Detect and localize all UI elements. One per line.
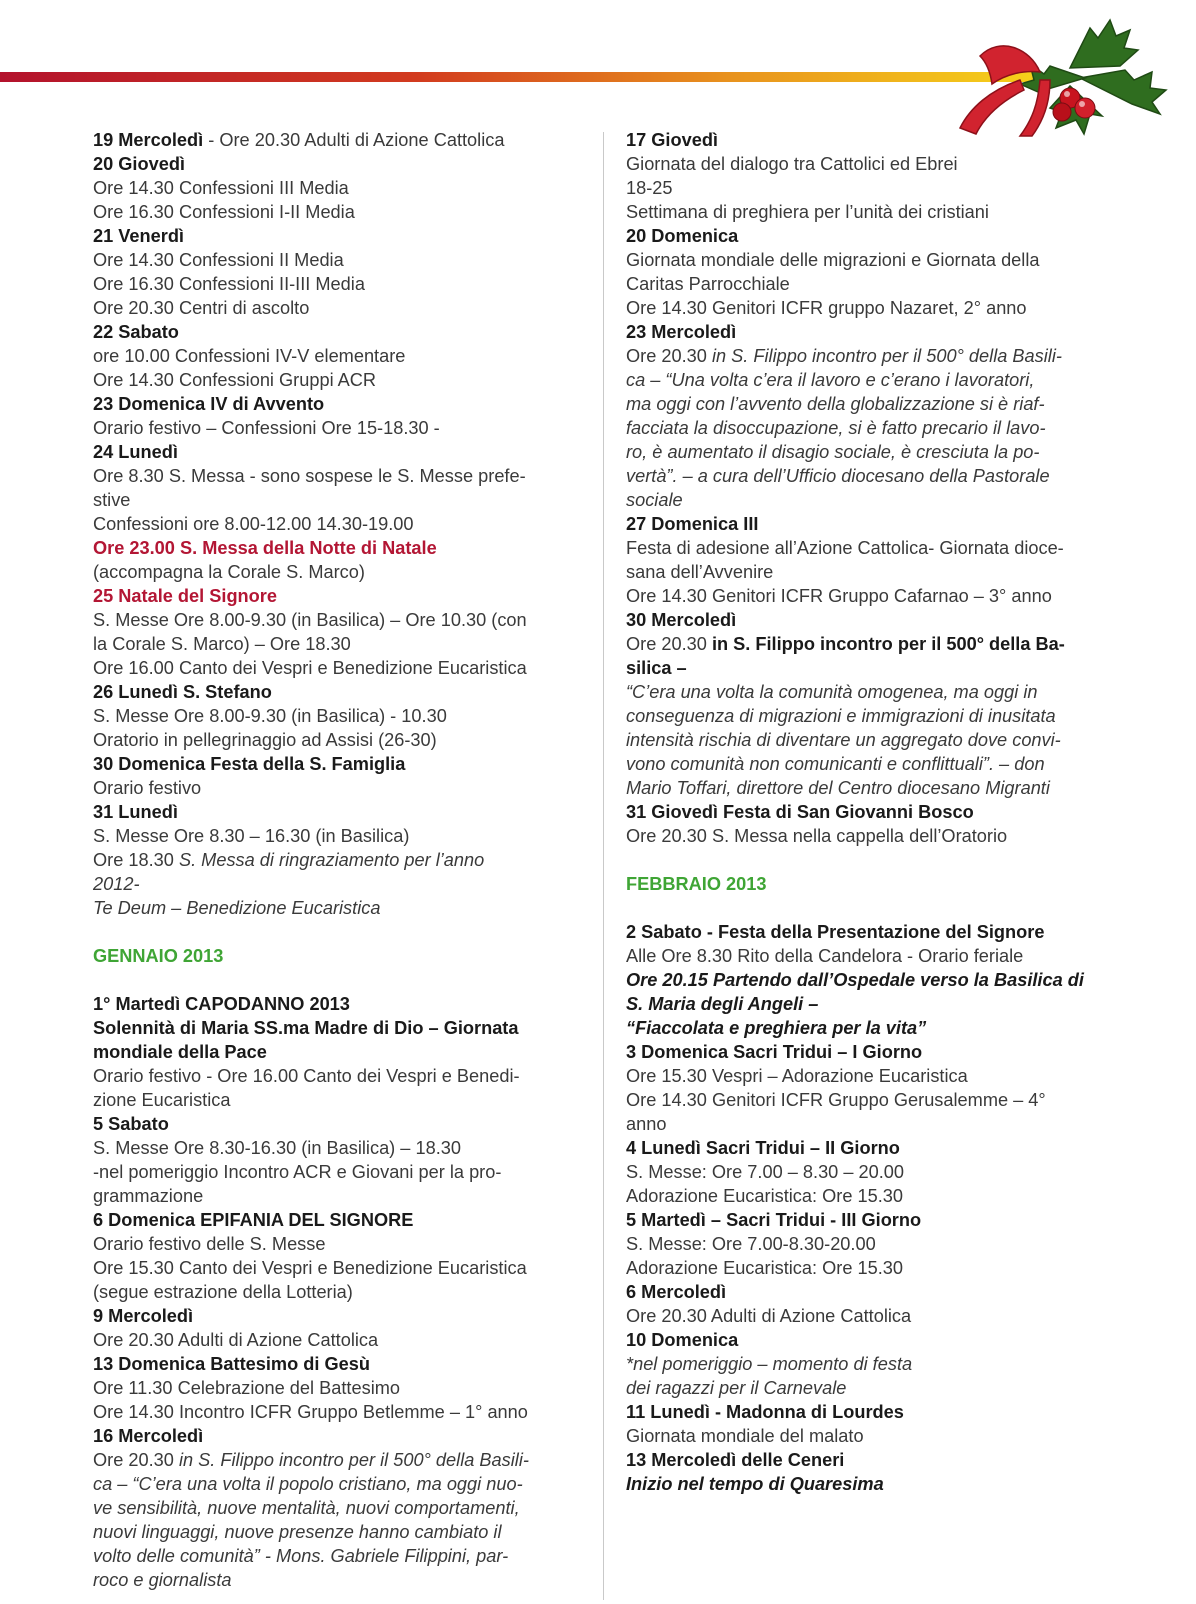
line-text: Ore 11.30 Celebrazione del Battesimo: [93, 1378, 401, 1398]
text-line: [626, 776, 1116, 800]
event-heading: [626, 128, 1116, 152]
text-line: [626, 968, 1116, 992]
decorative-top-bar: [0, 72, 1040, 82]
line-text: 26 Lunedì S. Stefano: [93, 682, 272, 702]
text-line: [93, 1064, 583, 1088]
line-text: Giornata mondiale delle migrazioni e Giornata della: [626, 250, 1040, 270]
event-heading: [626, 224, 1116, 248]
event-heading: [626, 1040, 1116, 1064]
line-text: vono comunità non comunicanti e conflittuali”. – don: [626, 754, 1045, 774]
event-heading: [93, 1040, 583, 1064]
event-heading: [93, 224, 583, 248]
line-text: ore 10.00 Confessioni IV-V elementare: [93, 346, 406, 366]
event-heading: [626, 800, 1116, 824]
event-heading: [626, 656, 1116, 680]
text-line: [93, 1232, 583, 1256]
line-text: Ore 16.30 Confessioni I-II Media: [93, 202, 355, 222]
line-text: S. Messe Ore 8.30 – 16.30 (in Basilica): [93, 826, 410, 846]
text-line: [93, 1160, 583, 1184]
event-heading: [93, 536, 583, 560]
text-line: [626, 1064, 1116, 1088]
line-text: Ore 14.30 Confessioni III Media: [93, 178, 349, 198]
line-text: S. Messe Ore 8.00-9.30 (in Basilica) - 10.30: [93, 706, 447, 726]
line-text: Orario festivo: [93, 778, 202, 798]
line-text: Ore 20.30: [93, 1450, 174, 1470]
line-text: Ore 14.30 Genitori ICFR gruppo Nazaret, 2° anno: [626, 298, 1027, 318]
line-text: Te Deum – Benedizione Eucaristica: [93, 898, 381, 918]
text-line: [626, 368, 1116, 392]
event-heading: [93, 128, 583, 152]
line-text: 9 Mercoledì: [93, 1306, 194, 1326]
line-text-continued: S. Messa di ringraziamento per l’anno: [173, 850, 485, 870]
text-line: [626, 1424, 1116, 1448]
line-text: 1° Martedì CAPODANNO 2013: [93, 994, 350, 1014]
event-heading: [93, 680, 583, 704]
text-line: [93, 1520, 583, 1544]
text-line: [626, 1256, 1116, 1280]
line-text: ma oggi con l’avvento della globalizzazione si è riaf-: [626, 394, 1045, 414]
text-line: [626, 1304, 1116, 1328]
line-text: Giornata del dialogo tra Cattolici ed Ebrei: [626, 154, 958, 174]
line-text: ca – “C’era una volta il popolo cristiano, ma oggi nuo-: [93, 1474, 523, 1494]
text-line: [626, 536, 1116, 560]
line-text: 27 Domenica III: [626, 514, 759, 534]
text-line: [93, 1568, 583, 1592]
line-text: *nel pomeriggio – momento di festa: [626, 1354, 913, 1374]
line-text: intensità rischia di diventare un aggregato dove convi-: [626, 730, 1061, 750]
line-text: (segue estrazione della Lotteria): [93, 1282, 353, 1302]
line-text: Oratorio in pellegrinaggio ad Assisi (26-30): [93, 730, 437, 750]
line-text: Festa di adesione all’Azione Cattolica- Giornata dioce-: [626, 538, 1064, 558]
line-text: 23 Mercoledì: [626, 322, 737, 342]
event-heading: [93, 1304, 583, 1328]
line-text: Confessioni ore 8.00-12.00 14.30-19.00: [93, 514, 414, 534]
event-heading: [93, 320, 583, 344]
line-text: 4 Lunedì Sacri Tridui – II Giorno: [626, 1138, 900, 1158]
line-text: anno: [626, 1114, 667, 1134]
line-text: 20 Giovedì: [93, 154, 185, 174]
event-heading: [626, 1280, 1116, 1304]
event-heading: [626, 320, 1116, 344]
line-text: mondiale della Pace: [93, 1042, 267, 1062]
line-text: 18-25: [626, 178, 673, 198]
event-heading: [626, 1136, 1116, 1160]
text-line: [626, 416, 1116, 440]
text-line: [626, 272, 1116, 296]
line-text: 31 Lunedì: [93, 802, 178, 822]
line-text: 2012-: [93, 874, 140, 894]
event-heading: [626, 1208, 1116, 1232]
text-line: [93, 1448, 583, 1472]
line-text: 23 Domenica IV di Avvento: [93, 394, 325, 414]
line-text: Ore 14.30 Confessioni II Media: [93, 250, 344, 270]
right-column: [626, 128, 1116, 1496]
text-line: [93, 416, 583, 440]
text-line: [93, 248, 583, 272]
line-text: S. Messe Ore 8.30-16.30 (in Basilica) – 18.30: [93, 1138, 461, 1158]
event-heading: [93, 584, 583, 608]
text-line: [93, 488, 583, 512]
text-line: [626, 1376, 1116, 1400]
event-heading: [626, 1448, 1116, 1472]
line-text: Caritas Parrocchiale: [626, 274, 790, 294]
line-text: Ore 20.30 Centri di ascolto: [93, 298, 310, 318]
spacer: [93, 968, 583, 992]
text-line: [626, 944, 1116, 968]
event-heading: [93, 1208, 583, 1232]
line-text: stive: [93, 490, 131, 510]
line-text: Ore 8.30 S. Messa - sono sospese le S. Messe prefe-: [93, 466, 526, 486]
line-text: Ore 20.30: [626, 346, 707, 366]
text-line: [626, 1088, 1116, 1112]
line-text: Ore 16.00 Canto dei Vespri e Benedizione Eucaristica: [93, 658, 527, 678]
line-text: dei ragazzi per il Carnevale: [626, 1378, 847, 1398]
text-line: [626, 632, 1116, 656]
line-text: Ore 20.30 S. Messa nella cappella dell’Oratorio: [626, 826, 1008, 846]
line-text: Ore 14.30 Genitori ICFR Gruppo Cafarnao – 3° anno: [626, 586, 1052, 606]
column-divider: [603, 132, 604, 1600]
event-heading: [93, 1352, 583, 1376]
text-line: [93, 200, 583, 224]
text-line: [626, 992, 1116, 1016]
line-text: S. Maria degli Angeli –: [626, 994, 819, 1014]
line-text: roco e giornalista: [93, 1570, 232, 1590]
text-line: [626, 1112, 1116, 1136]
text-line: [626, 1016, 1116, 1040]
event-heading: [93, 992, 583, 1016]
line-text: Giornata mondiale del malato: [626, 1426, 864, 1446]
month-heading: [93, 944, 583, 968]
text-line: [626, 344, 1116, 368]
text-line: [93, 728, 583, 752]
text-line: [93, 872, 583, 896]
line-text: ro, è aumentato il disagio sociale, è cresciuta la po-: [626, 442, 1040, 462]
text-line: [93, 896, 583, 920]
line-text: 31 Giovedì Festa di San Giovanni Bosco: [626, 802, 974, 822]
line-text: Adorazione Eucaristica: Ore 15.30: [626, 1186, 904, 1206]
text-line: [93, 344, 583, 368]
text-line: [626, 296, 1116, 320]
line-text: “C’era una volta la comunità omogenea, ma oggi in: [626, 682, 1038, 702]
text-line: [93, 1472, 583, 1496]
text-line: [626, 1232, 1116, 1256]
text-line: [626, 584, 1116, 608]
line-text: nuovi linguaggi, nuove presenze hanno cambiato il: [93, 1522, 502, 1542]
event-heading: [626, 1400, 1116, 1424]
line-text: Ore 23.00 S. Messa della Notte di Natale: [93, 538, 437, 558]
text-line: [626, 152, 1116, 176]
text-line: [626, 824, 1116, 848]
line-text: 17 Giovedì: [626, 130, 718, 150]
line-text: FEBBRAIO 2013: [626, 874, 767, 894]
text-line: [626, 200, 1116, 224]
event-heading: [93, 392, 583, 416]
event-heading: [93, 152, 583, 176]
text-line: [93, 1088, 583, 1112]
line-text: 20 Domenica: [626, 226, 739, 246]
line-text: Ore 14.30 Confessioni Gruppi ACR: [93, 370, 377, 390]
line-text: silica –: [626, 658, 687, 678]
line-text: Solennità di Maria SS.ma Madre di Dio – Giornata: [93, 1018, 519, 1038]
text-line: [93, 560, 583, 584]
text-line: [626, 248, 1116, 272]
line-text: 10 Domenica: [626, 1330, 739, 1350]
line-text-continued: - Ore 20.30 Adulti di Azione Cattolica: [203, 130, 505, 150]
text-line: [626, 176, 1116, 200]
line-text-continued: in S. Filippo incontro per il 500° della Basili-: [173, 1450, 529, 1470]
text-line: [93, 1544, 583, 1568]
event-heading: [626, 920, 1116, 944]
event-heading: [93, 1016, 583, 1040]
line-text: (accompagna la Corale S. Marco): [93, 562, 365, 582]
text-line: [93, 296, 583, 320]
line-text: ve sensibilità, nuove mentalità, nuovi comportamenti,: [93, 1498, 520, 1518]
text-line: [626, 1160, 1116, 1184]
event-heading: [626, 608, 1116, 632]
line-text: 6 Domenica EPIFANIA DEL SIGNORE: [93, 1210, 414, 1230]
left-column: [93, 128, 583, 1592]
line-text: Ore 14.30 Incontro ICFR Gruppo Betlemme – 1° anno: [93, 1402, 528, 1422]
spacer: [626, 896, 1116, 920]
text-line: [626, 560, 1116, 584]
text-line: [93, 776, 583, 800]
text-line: [93, 272, 583, 296]
text-line: [626, 1352, 1116, 1376]
text-line: [93, 632, 583, 656]
line-text: S. Messe: Ore 7.00-8.30-20.00: [626, 1234, 876, 1254]
text-line: [93, 1496, 583, 1520]
text-line: [626, 392, 1116, 416]
text-line: [93, 1400, 583, 1424]
text-line: [626, 752, 1116, 776]
text-line: [626, 704, 1116, 728]
text-line: [93, 176, 583, 200]
line-text: 30 Domenica Festa della S. Famiglia: [93, 754, 406, 774]
event-heading: [626, 1328, 1116, 1352]
line-text: Ore 20.30 Adulti di Azione Cattolica: [93, 1330, 379, 1350]
line-text: Ore 20.30: [626, 634, 707, 654]
line-text: 3 Domenica Sacri Tridui – I Giorno: [626, 1042, 923, 1062]
text-line: [93, 1376, 583, 1400]
line-text: 21 Venerdì: [93, 226, 184, 246]
line-text: “Fiaccolata e preghiera per la vita”: [626, 1018, 927, 1038]
text-line: [93, 1280, 583, 1304]
line-text: GENNAIO 2013: [93, 946, 224, 966]
text-line: [93, 608, 583, 632]
line-text: -nel pomeriggio Incontro ACR e Giovani per la pro-: [93, 1162, 502, 1182]
line-text: zione Eucaristica: [93, 1090, 231, 1110]
line-text-continued: in S. Filippo incontro per il 500° della Basili-: [706, 346, 1062, 366]
holly-ribbon-icon: [920, 8, 1186, 138]
line-text: Orario festivo - Ore 16.00 Canto dei Vespri e Benedi-: [93, 1066, 520, 1086]
text-line: [93, 848, 583, 872]
line-text: Ore 15.30 Canto dei Vespri e Benedizione Eucaristica: [93, 1258, 527, 1278]
text-line: [93, 1328, 583, 1352]
event-heading: [93, 800, 583, 824]
text-line: [626, 488, 1116, 512]
line-text: S. Messe: Ore 7.00 – 8.30 – 20.00: [626, 1162, 905, 1182]
line-text: la Corale S. Marco) – Ore 18.30: [93, 634, 351, 654]
line-text: 30 Mercoledì: [626, 610, 737, 630]
line-text: 6 Mercoledì: [626, 1282, 727, 1302]
line-text: 22 Sabato: [93, 322, 179, 342]
line-text: Ore 18.30: [93, 850, 174, 870]
text-line: [93, 1184, 583, 1208]
line-text: Ore 15.30 Vespri – Adorazione Eucaristica: [626, 1066, 968, 1086]
text-line: [93, 1256, 583, 1280]
line-text: vertà”. – a cura dell’Ufficio diocesano della Pastorale: [626, 466, 1050, 486]
line-text: 5 Sabato: [93, 1114, 169, 1134]
line-text: sana dell’Avvenire: [626, 562, 774, 582]
line-text: 5 Martedì – Sacri Tridui - III Giorno: [626, 1210, 922, 1230]
line-text: sociale: [626, 490, 683, 510]
month-heading: [626, 872, 1116, 896]
text-line: [626, 1472, 1116, 1496]
line-text: Ore 16.30 Confessioni II-III Media: [93, 274, 365, 294]
line-text: Settimana di preghiera per l’unità dei cristiani: [626, 202, 989, 222]
line-text: 13 Mercoledì delle Ceneri: [626, 1450, 845, 1470]
line-text: Alle Ore 8.30 Rito della Candelora - Orario feriale: [626, 946, 1024, 966]
line-text: grammazione: [93, 1186, 204, 1206]
spacer: [93, 920, 583, 944]
line-text: Orario festivo – Confessioni Ore 15-18.30 -: [93, 418, 440, 438]
text-line: [93, 1136, 583, 1160]
text-line: [626, 464, 1116, 488]
text-line: [626, 680, 1116, 704]
text-line: [626, 1184, 1116, 1208]
text-line: [626, 728, 1116, 752]
line-text: Ore 20.15 Partendo dall’Ospedale verso la Basilica di: [626, 970, 1084, 990]
line-text: 2 Sabato - Festa della Presentazione del Signore: [626, 922, 1045, 942]
line-text: Mario Toffari, direttore del Centro diocesano Migranti: [626, 778, 1050, 798]
line-text: conseguenza di migrazioni e immigrazioni di inusitata: [626, 706, 1056, 726]
line-text: 13 Domenica Battesimo di Gesù: [93, 1354, 370, 1374]
line-text-continued: in S. Filippo incontro per il 500° della Ba-: [706, 634, 1065, 654]
text-line: [93, 464, 583, 488]
line-text: ca – “Una volta c’era il lavoro e c’erano i lavoratori,: [626, 370, 1035, 390]
event-heading: [93, 752, 583, 776]
text-line: [93, 368, 583, 392]
line-text: 24 Lunedì: [93, 442, 178, 462]
line-text: volto delle comunità” - Mons. Gabriele Filippini, par-: [93, 1546, 509, 1566]
line-text: Inizio nel tempo di Quaresima: [626, 1474, 884, 1494]
line-text: 11 Lunedì - Madonna di Lourdes: [626, 1402, 904, 1422]
line-text: Ore 14.30 Genitori ICFR Gruppo Gerusalemme – 4°: [626, 1090, 1046, 1110]
text-line: [93, 704, 583, 728]
line-text: Adorazione Eucaristica: Ore 15.30: [626, 1258, 904, 1278]
event-heading: [626, 512, 1116, 536]
line-text: 25 Natale del Signore: [93, 586, 277, 606]
event-heading: [93, 440, 583, 464]
line-text: 16 Mercoledì: [93, 1426, 204, 1446]
line-text: S. Messe Ore 8.00-9.30 (in Basilica) – Ore 10.30 (con: [93, 610, 527, 630]
line-text: Orario festivo delle S. Messe: [93, 1234, 326, 1254]
text-line: [93, 656, 583, 680]
text-line: [93, 512, 583, 536]
event-heading: [93, 1112, 583, 1136]
line-text: 19 Mercoledì: [93, 130, 204, 150]
text-line: [626, 440, 1116, 464]
line-text: Ore 20.30 Adulti di Azione Cattolica: [626, 1306, 912, 1326]
text-line: [93, 824, 583, 848]
spacer: [626, 848, 1116, 872]
line-text: facciata la disoccupazione, si è fatto precario il lavo-: [626, 418, 1046, 438]
event-heading: [93, 1424, 583, 1448]
